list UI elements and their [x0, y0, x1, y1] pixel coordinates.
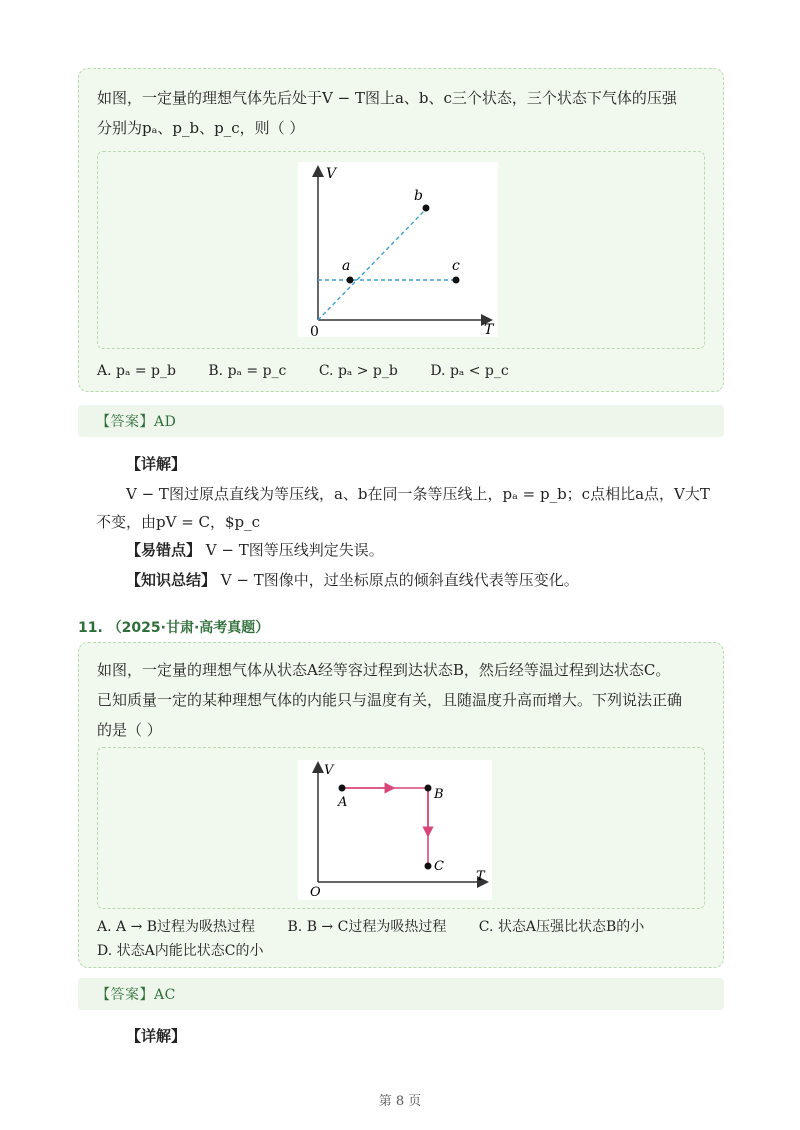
point-A-label: A [338, 795, 348, 810]
isobar-line [318, 207, 428, 320]
point-C-label: C [434, 859, 444, 874]
question-10-answer: 【答案】AD [96, 414, 177, 430]
page-number: 第 8 页 [378, 1094, 422, 1109]
question-11-stem [97, 655, 709, 745]
point-c [453, 277, 460, 284]
question-10-answer-bar [78, 405, 724, 437]
question-10-summary [126, 568, 579, 592]
question-10-detail-line-2: 不变，由pV = C，$p_c [96, 513, 261, 531]
point-B [425, 785, 432, 792]
point-c-label: c [452, 258, 460, 274]
vt-graph-2 [298, 760, 492, 900]
question-11-options-row-1 [97, 915, 713, 939]
option-d[interactable]: D. pₐ < p_c [430, 363, 509, 379]
option-b[interactable]: B. pₐ = p_c [208, 363, 287, 379]
point-a-label: a [342, 258, 351, 274]
question-11-figure-frame [97, 747, 705, 909]
v-axis-label: V [324, 763, 334, 778]
error-point-text: V − T图等压线判定失误。 [201, 541, 384, 559]
point-C [425, 863, 432, 870]
option-c[interactable]: C. pₐ > p_b [318, 363, 398, 379]
origin-label: O [310, 885, 321, 900]
origin-label: 0 [310, 324, 319, 337]
v-axis-label: V [326, 166, 337, 182]
question-11-stem-line-3: 的是（ ） [97, 721, 162, 739]
question-11-detail-title: 【详解】 [126, 1027, 187, 1045]
question-11-stem-line-1: 如图，一定量的理想气体从状态A经等容过程到达状态B，然后经等温过程到达状态C。 [97, 661, 671, 679]
point-A [339, 785, 346, 792]
question-10-figure [298, 162, 498, 337]
point-a [347, 277, 354, 284]
question-11-header: 11. （2025·甘肃·高考真题） [78, 620, 270, 636]
question-11-figure [298, 760, 492, 900]
point-b-label: b [414, 188, 423, 204]
question-10-card [78, 68, 724, 392]
option-a[interactable]: A. pₐ = p_b [97, 363, 176, 379]
summary-label: 【知识总结】 [126, 571, 217, 589]
option-d[interactable]: D. 状态A内能比状态C的小 [97, 943, 264, 959]
option-b[interactable]: B. B → C过程为吸热过程 [287, 919, 447, 935]
t-axis-label: T [476, 869, 485, 884]
question-10-error-point [126, 538, 384, 562]
error-point-label: 【易错点】 [126, 541, 202, 559]
point-B-label: B [434, 787, 444, 802]
summary-text: V − T图像中，过坐标原点的倾斜直线代表等压变化。 [216, 571, 579, 589]
question-11-options-row-2 [97, 939, 713, 963]
question-11-card [78, 642, 724, 968]
point-b [423, 205, 430, 212]
question-10-stem-line-1: 如图，一定量的理想气体先后处于V − T图上a、b、c三个状态，三个状态下气体的压强 [97, 89, 677, 107]
t-axis-label: T [484, 322, 494, 337]
question-10-stem-line-2: 分别为pₐ、p_b、p_c，则（ ） [97, 119, 305, 137]
question-10-figure-frame [97, 151, 705, 349]
question-10-options [97, 359, 713, 383]
question-11-stem-line-2: 已知质量一定的某种理想气体的内能只与温度有关，且随温度升高而增大。下列说法正确 [97, 691, 683, 709]
vt-graph-1 [298, 162, 498, 337]
option-c[interactable]: C. 状态A压强比状态B的小 [478, 919, 645, 935]
question-11-answer-bar [78, 978, 724, 1010]
option-a[interactable]: A. A → B过程为吸热过程 [97, 919, 256, 935]
question-10-detail-line-1: V − T图过原点直线为等压线，a、b在同一条等压线上，pₐ = p_b；c点相比a点，V大T [126, 485, 710, 503]
question-10-stem [97, 83, 709, 143]
question-10-detail-title: 【详解】 [126, 455, 187, 473]
question-11-answer: 【答案】AC [96, 987, 176, 1003]
question-11-options [97, 915, 713, 963]
